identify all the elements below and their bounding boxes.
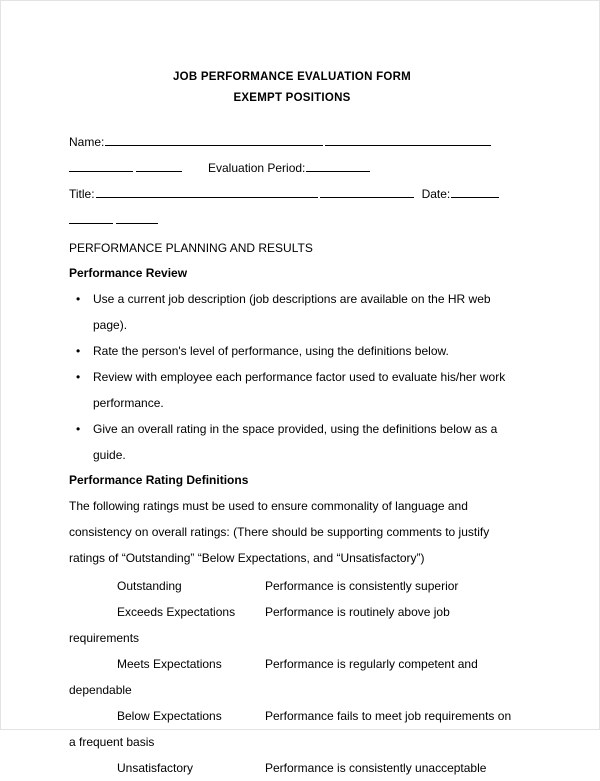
table-row bbox=[69, 651, 515, 677]
bullet-icon: • bbox=[76, 292, 81, 306]
name-field-line bbox=[69, 129, 515, 155]
title-field-label: Title: bbox=[69, 187, 95, 201]
title-field-input[interactable] bbox=[96, 186, 318, 198]
rating-description-wrap: dependable bbox=[69, 683, 132, 697]
name-field-wrap-a[interactable] bbox=[69, 160, 133, 172]
rating-description: Performance is consistently unacceptable bbox=[265, 761, 487, 775]
rating-description-wrap: requirements bbox=[69, 631, 140, 645]
rating-definition-entry bbox=[69, 573, 515, 599]
bullet-icon: • bbox=[76, 344, 81, 358]
rating-description: Performance is routinely above job bbox=[265, 605, 450, 619]
title-date-line bbox=[69, 181, 515, 207]
rating-definition-entry bbox=[69, 651, 515, 703]
name-field-label: Name: bbox=[69, 135, 105, 149]
rating-term: Unsatisfactory bbox=[117, 761, 194, 775]
rating-definitions-list bbox=[69, 573, 515, 781]
list-item-text: Give an overall rating in the space provided, using the definitions below as a guide. bbox=[93, 422, 498, 462]
bullet-icon: • bbox=[76, 422, 81, 436]
name-field-input-cont[interactable] bbox=[325, 134, 491, 146]
date-field-input[interactable] bbox=[451, 186, 499, 198]
rating-description: Performance is regularly competent and bbox=[265, 657, 478, 671]
rating-definition-entry bbox=[69, 755, 515, 781]
rating-definitions-intro-paragraph: The following ratings must be used to ensure commonality of language and consistency on overall ratings: (There should be supporting comments to justify ratings of “Outstanding” “Below Expectations, and “Unsatisfactory”) bbox=[69, 499, 490, 565]
section-heading-performance-review: Performance Review bbox=[69, 266, 188, 280]
document-body bbox=[69, 1, 515, 781]
list-item-text: Review with employee each performance factor used to evaluate his/her work performance. bbox=[93, 370, 506, 410]
name-field-input[interactable] bbox=[105, 134, 323, 146]
rating-description: Performance is consistently superior bbox=[265, 579, 459, 593]
evaluation-period-input[interactable] bbox=[306, 160, 370, 172]
rating-description-wrap: a frequent basis bbox=[69, 735, 155, 749]
rating-term: Exceeds Expectations bbox=[117, 605, 236, 619]
list-item bbox=[69, 364, 515, 416]
page-title-line-2: EXEMPT POSITIONS bbox=[233, 92, 351, 104]
performance-review-bullet-list bbox=[69, 286, 515, 468]
list-item bbox=[69, 416, 515, 468]
table-row bbox=[69, 573, 515, 599]
title-field-wrap-line bbox=[69, 207, 515, 233]
title-field-input-cont[interactable] bbox=[320, 186, 414, 198]
list-item-text: Rate the person's level of performance, using the definitions below. bbox=[93, 344, 449, 358]
table-row bbox=[69, 755, 515, 781]
title-field-wrap-a[interactable] bbox=[69, 212, 113, 224]
document-title-block bbox=[69, 1, 515, 109]
table-row bbox=[69, 599, 515, 625]
list-item bbox=[69, 338, 515, 364]
rating-definition-entry bbox=[69, 703, 515, 755]
rating-term: Outstanding bbox=[117, 579, 182, 593]
section-heading-rating-definitions: Performance Rating Definitions bbox=[69, 473, 249, 487]
list-item bbox=[69, 286, 515, 338]
rating-term: Meets Expectations bbox=[117, 657, 222, 671]
page-title-line-1: JOB PERFORMANCE EVALUATION FORM bbox=[173, 71, 411, 83]
bullet-icon: • bbox=[76, 370, 81, 384]
list-item-text: Use a current job description (job descriptions are available on the HR web page). bbox=[93, 292, 491, 332]
date-field-label: Date: bbox=[421, 187, 451, 201]
rating-term: Below Expectations bbox=[117, 709, 222, 723]
name-field-wrap-b[interactable] bbox=[136, 160, 182, 172]
title-field-wrap-b[interactable] bbox=[116, 212, 158, 224]
rating-definition-entry bbox=[69, 599, 515, 651]
evaluation-period-line bbox=[69, 155, 515, 181]
rating-description: Performance fails to meet job requirements on bbox=[265, 709, 512, 723]
evaluation-period-label: Evaluation Period: bbox=[208, 161, 306, 175]
table-row bbox=[69, 703, 515, 729]
section-heading-performance-planning: PERFORMANCE PLANNING AND RESULTS bbox=[69, 241, 313, 255]
employee-info-form bbox=[69, 129, 515, 233]
